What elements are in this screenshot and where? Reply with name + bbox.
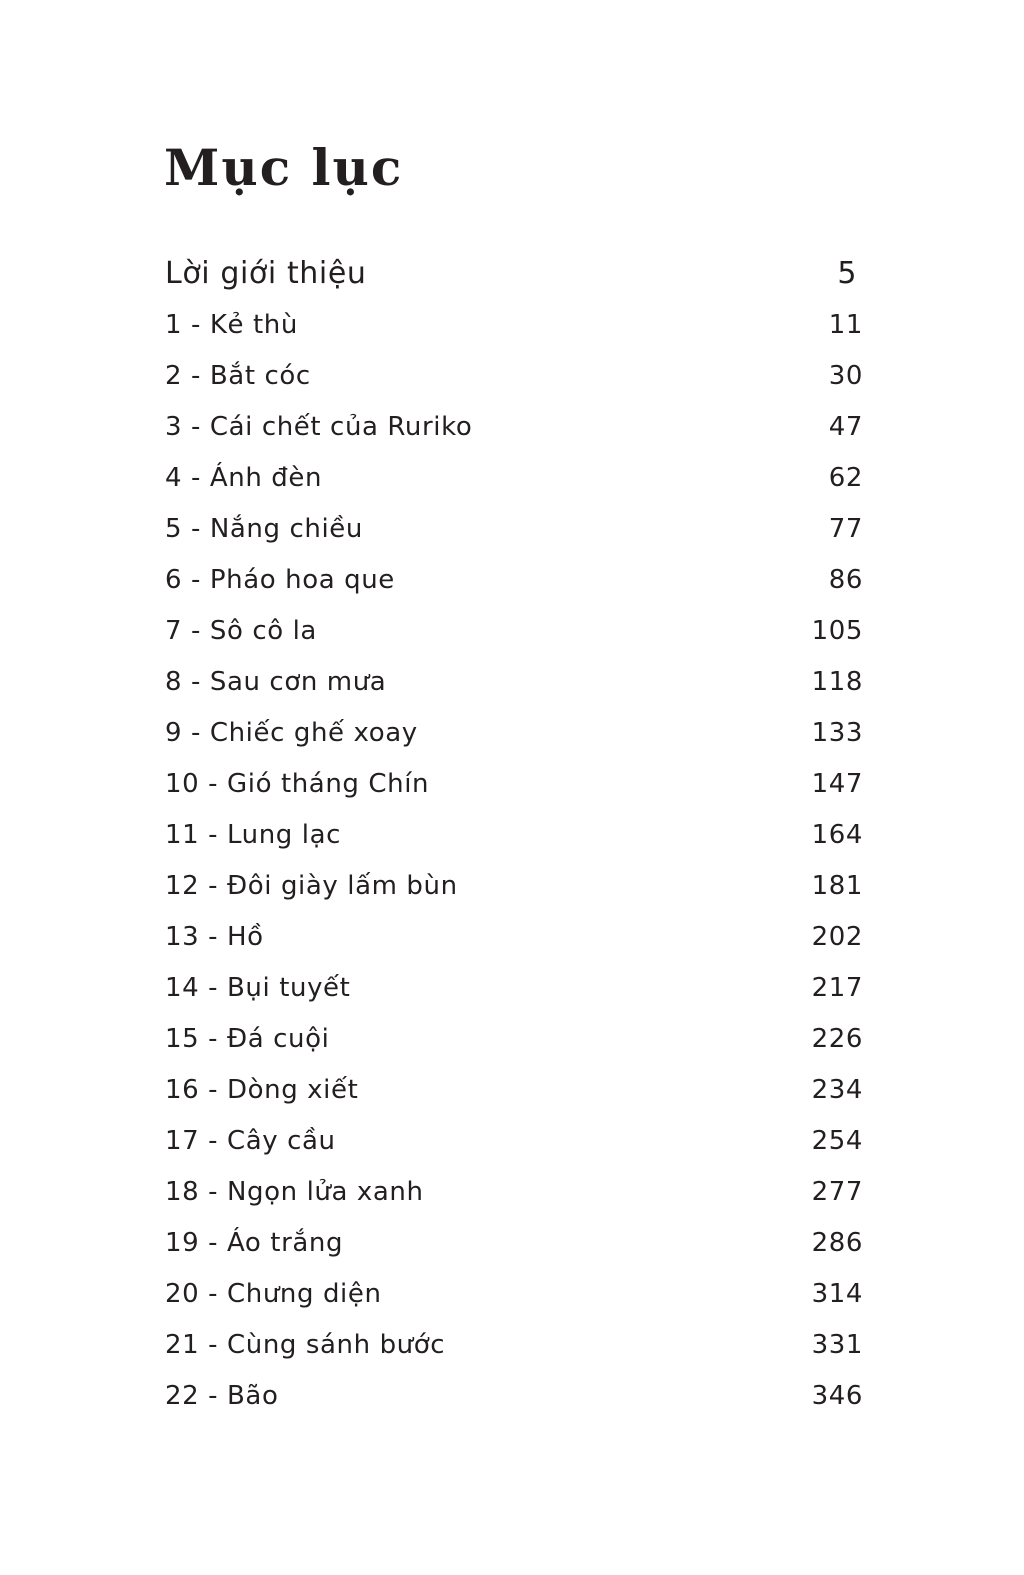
toc-entry-page-number: 331 [811, 1330, 863, 1360]
toc-entry-label: 19 - Áo trắng [165, 1228, 344, 1258]
toc-entry-label: 5 - Nắng chiều [165, 514, 363, 544]
toc-entry [165, 1371, 863, 1422]
toc-entry-label: 12 - Đôi giày lấm bùn [165, 871, 458, 901]
toc-entry-label: 18 - Ngọn lửa xanh [165, 1177, 424, 1207]
toc-entry-introduction [165, 248, 863, 300]
toc-entry-page-number: 86 [828, 565, 863, 595]
toc-entry-page-number: 226 [811, 1024, 863, 1054]
toc-entry-page-number: 254 [811, 1126, 863, 1156]
toc-entry-page-number: 77 [828, 514, 863, 544]
toc-entry-label: 10 - Gió tháng Chín [165, 769, 430, 799]
toc-entry-page-number: 314 [811, 1279, 863, 1309]
toc-entry-label: 8 - Sau cơn mưa [165, 667, 387, 697]
toc-entry-page-number: 277 [811, 1177, 863, 1207]
toc-entry-label: 13 - Hồ [165, 922, 264, 952]
toc-entry-label: 16 - Dòng xiết [165, 1075, 359, 1105]
toc-entry-page-number: 147 [811, 769, 863, 799]
toc-entry [165, 657, 863, 708]
toc-entry-label: 7 - Sô cô la [165, 616, 317, 646]
toc-entry [165, 1014, 863, 1065]
toc-entry [165, 708, 863, 759]
toc-entry-label: 1 - Kẻ thù [165, 310, 298, 340]
table-of-contents [165, 248, 863, 1422]
toc-entry-label: 15 - Đá cuội [165, 1024, 330, 1054]
toc-entry-label: 6 - Pháo hoa que [165, 565, 395, 595]
toc-entry [165, 606, 863, 657]
toc-entry-page-number: 181 [811, 871, 863, 901]
toc-entry [165, 1320, 863, 1371]
toc-entry-page-number: 11 [828, 310, 863, 340]
toc-entry [165, 300, 863, 351]
toc-entry-page-number: 118 [811, 667, 863, 697]
toc-entry [165, 963, 863, 1014]
toc-entry-page-number: 5 [837, 256, 857, 291]
toc-entry [165, 912, 863, 963]
toc-entry-page-number: 234 [811, 1075, 863, 1105]
toc-entry-page-number: 105 [811, 616, 863, 646]
toc-entry-label: 17 - Cây cầu [165, 1126, 336, 1156]
toc-entry [165, 1218, 863, 1269]
toc-entry-page-number: 202 [811, 922, 863, 952]
toc-entry-page-number: 133 [811, 718, 863, 748]
toc-entry [165, 1116, 863, 1167]
toc-entry [165, 1269, 863, 1320]
toc-entry-page-number: 286 [811, 1228, 863, 1258]
toc-entry-label: 4 - Ánh đèn [165, 463, 323, 493]
toc-entry [165, 810, 863, 861]
toc-entry-label: Lời giới thiệu [165, 256, 367, 291]
toc-entry-label: 2 - Bắt cóc [165, 361, 311, 391]
toc-entry [165, 351, 863, 402]
toc-entry-label: 20 - Chưng diện [165, 1279, 382, 1309]
toc-entry-label: 11 - Lung lạc [165, 820, 342, 850]
toc-entry-label: 3 - Cái chết của Ruriko [165, 412, 473, 442]
toc-entry [165, 861, 863, 912]
toc-entry-page-number: 30 [828, 361, 863, 391]
toc-entry [165, 759, 863, 810]
toc-entry [165, 1167, 863, 1218]
toc-entry-label: 9 - Chiếc ghế xoay [165, 718, 418, 748]
toc-entry-page-number: 164 [811, 820, 863, 850]
toc-entry-page-number: 62 [828, 463, 863, 493]
toc-entry-page-number: 47 [828, 412, 863, 442]
toc-entry-page-number: 346 [811, 1381, 863, 1411]
toc-entry [165, 504, 863, 555]
toc-entry-page-number: 217 [811, 973, 863, 1003]
toc-entry [165, 1065, 863, 1116]
page-title: Mục lục [164, 138, 404, 197]
toc-entry-label: 14 - Bụi tuyết [165, 973, 351, 1003]
toc-entry-label: 21 - Cùng sánh bước [165, 1330, 446, 1360]
toc-entry-label: 22 - Bão [165, 1381, 279, 1411]
toc-entry [165, 555, 863, 606]
toc-entry [165, 402, 863, 453]
toc-entry [165, 453, 863, 504]
